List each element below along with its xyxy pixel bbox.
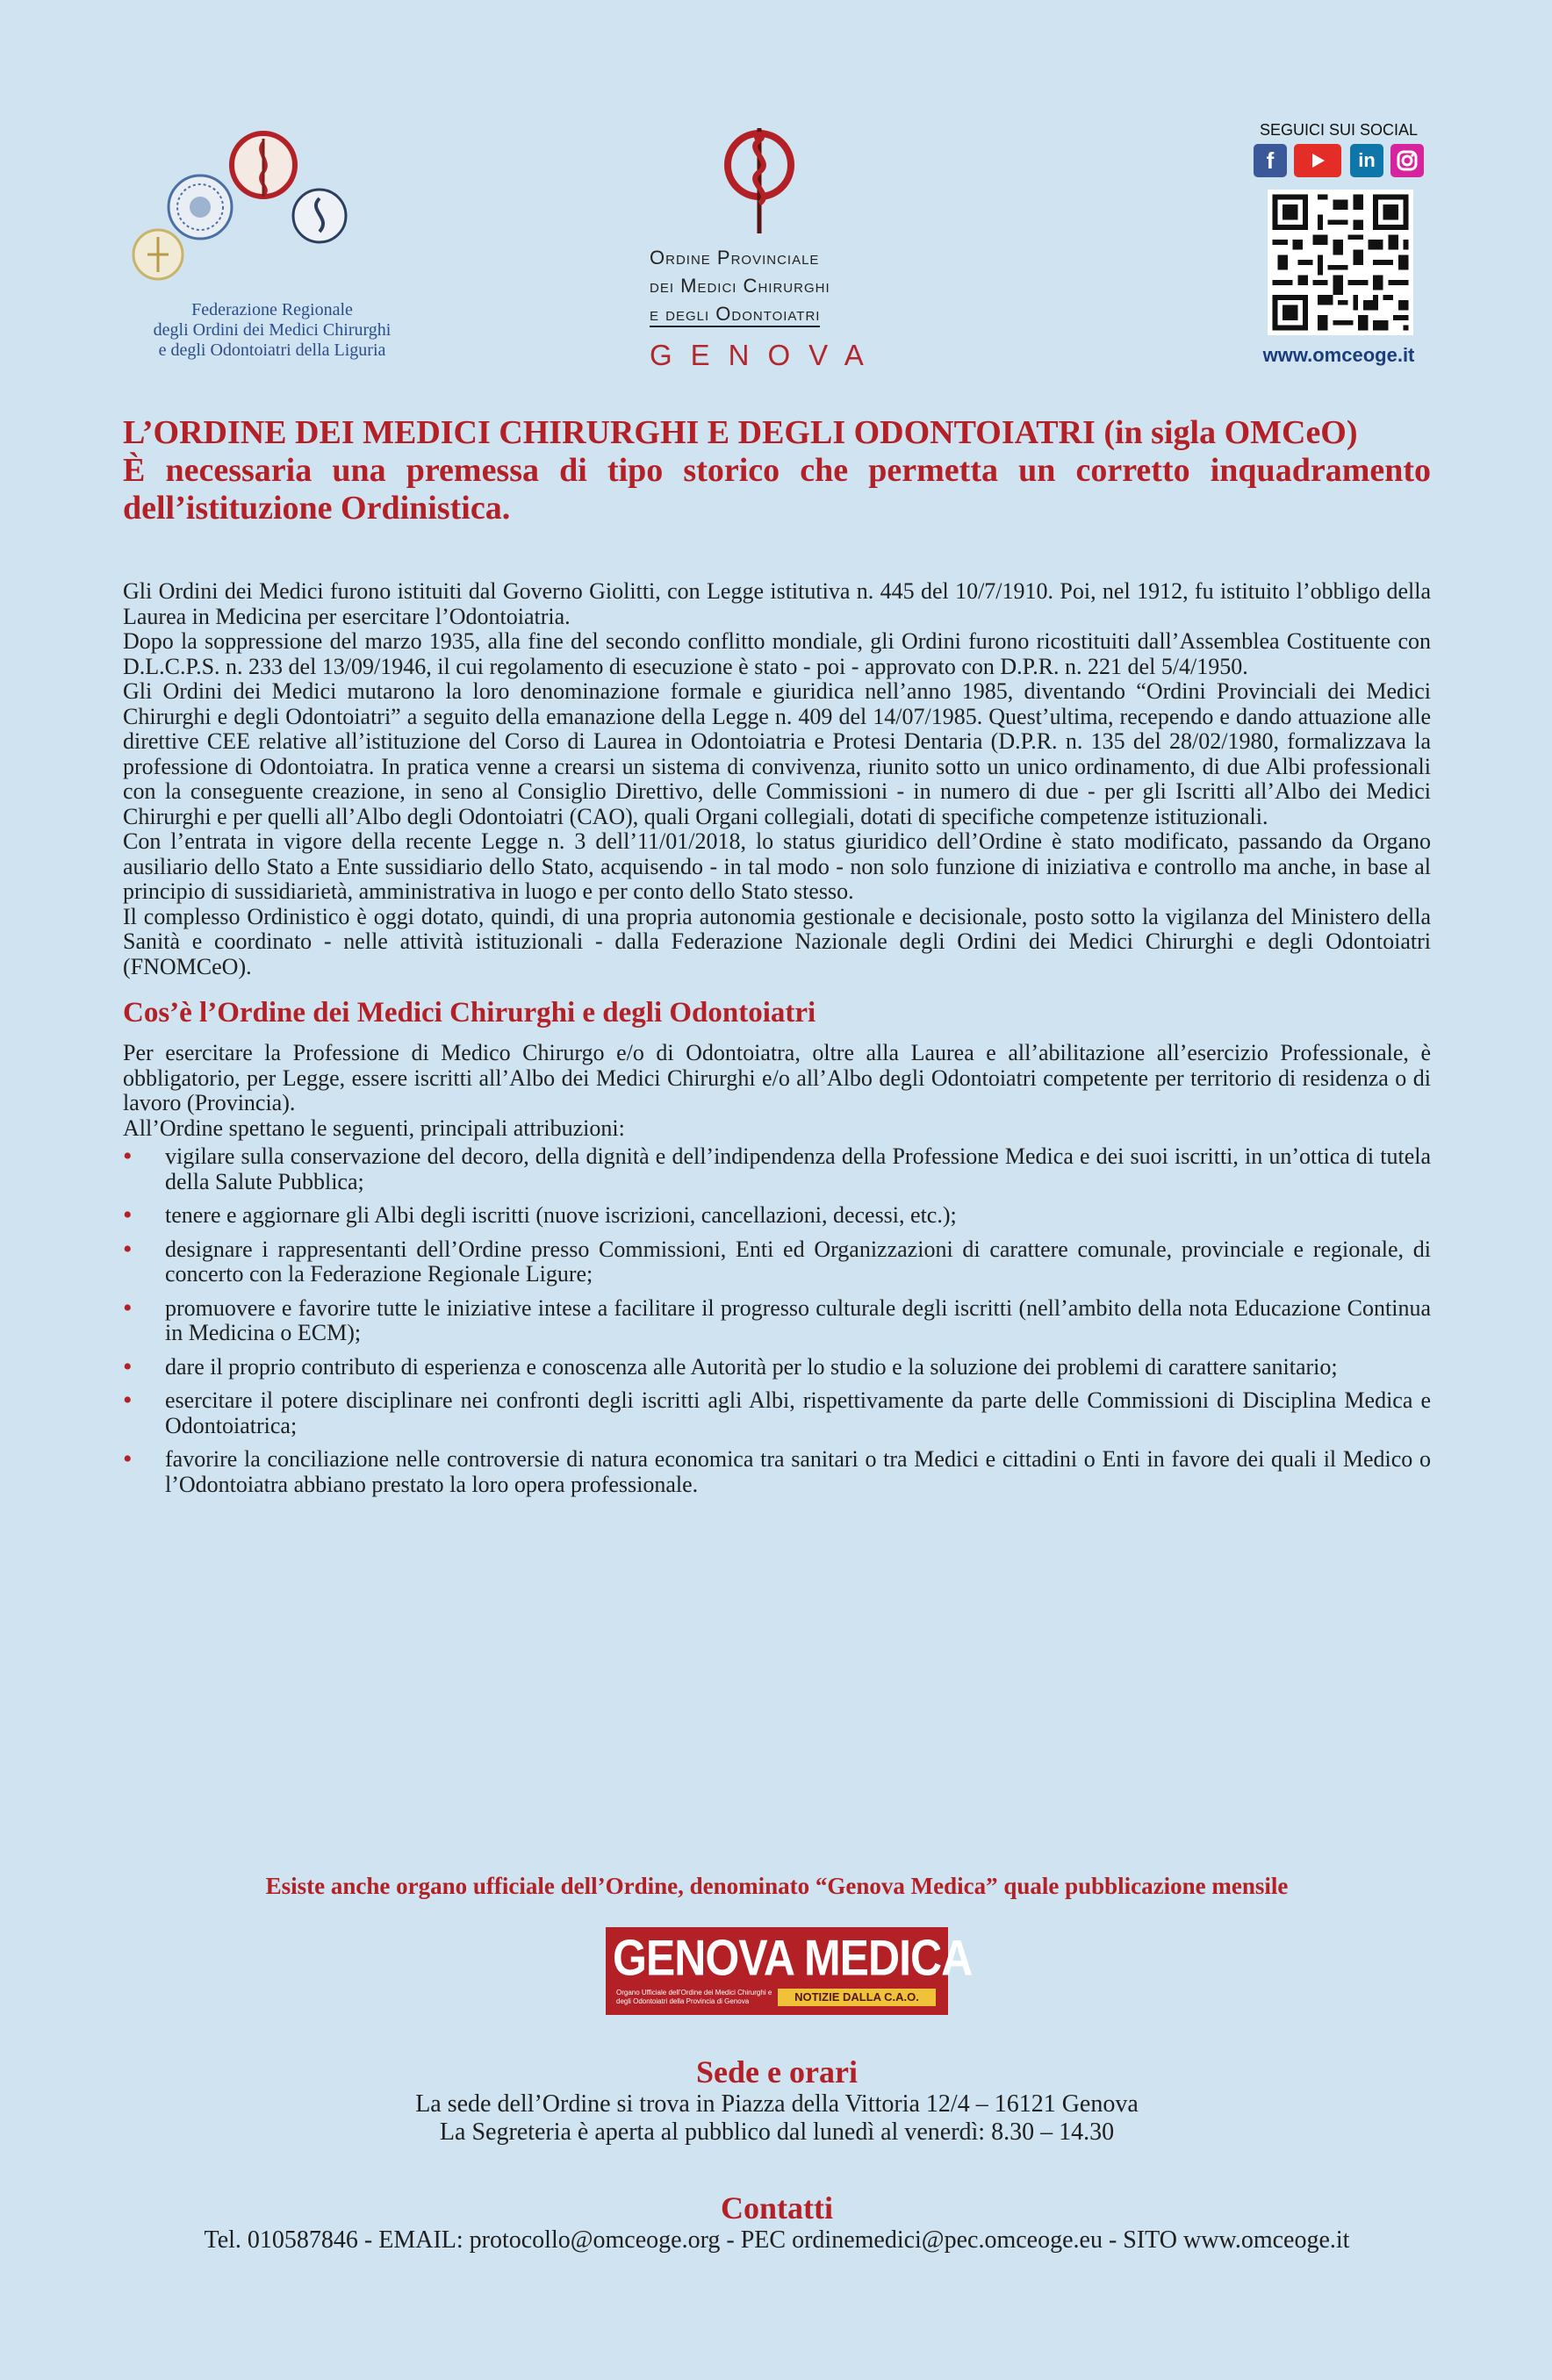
ordine-line-2: dei Medici Chirurghi	[650, 275, 830, 297]
list-item: • designare i rappresentanti dell’Ordine presso Commissioni, Enti ed Organizzazioni di carattere comunale, provinciale e regionale, di concerto con la Federazione Regionale Ligure;	[123, 1237, 1431, 1287]
federazione-line-3: e degli Odontoiatri della Liguria	[158, 341, 386, 360]
federazione-line-1: Federazione Regionale	[191, 300, 353, 319]
ordine-block	[632, 123, 887, 386]
sede-block	[123, 2054, 1431, 2147]
section-intro: Per esercitare la Professione di Medico Chirurgo e/o di Odontoiatra, oltre alla Laurea e all’abilitazione all’esercizio Professionale, è obbligatorio, per Legge, essere iscritti all’Albo dei Medici Chirurghi e/o all’Albo degli Odontoiatri competente per territorio di residenza o di lavoro (Provincia).	[123, 1040, 1431, 1115]
body-text	[123, 579, 1431, 1506]
ordine-line-3: e degli Odontoiatri	[650, 303, 820, 327]
facebook-icon[interactable]: f	[1254, 144, 1287, 177]
list-item: • dare il proprio contributo di esperienza e conoscenza alle Autorità per lo studio e la soluzione dei problemi di carattere sanitario;	[123, 1355, 1431, 1380]
section-lead: All’Ordine spettano le seguenti, principali attribuzioni:	[123, 1115, 625, 1141]
federazione-seals-logo	[132, 123, 413, 307]
federazione-line-2: degli Ordini dei Medici Chirurghi	[153, 320, 392, 340]
ordine-line-1: Ordine Provinciale	[650, 247, 820, 269]
sede-address: La sede dell’Ordine si trova in Piazza della Vittoria 12/4 – 16121 Genova	[415, 2090, 1139, 2118]
contatti-heading: Contatti	[721, 2190, 833, 2226]
social-block	[1247, 121, 1431, 376]
contatti-line[interactable]: Tel. 010587846 - EMAIL: protocollo@omceoge.org - PEC ordinemedici@pec.omceoge.eu - SITO www.omceoge.it	[204, 2226, 1350, 2254]
list-item: • tenere e aggiornare gli Albi degli iscritti (nuove iscrizioni, cancellazioni, decessi, etc.);	[123, 1203, 1431, 1229]
genova-medica-logo	[606, 1927, 973, 2015]
history-paragraph: Con l’entrata in vigore della recente Legge n. 3 dell’11/01/2018, lo status giuridico dell’Ordine è stato modificato, passando da Organo ausiliario dello Stato a Ente sussidiario dello Stato, acquisendo - in tal modo - non solo funzione di iniziativa e controllo ma anche, in base al principio di sussidiarietà, amministrativa in luogo e per conto dello Stato stesso.	[123, 828, 1431, 904]
genova-medica-wordmark: GENOVA MEDICA	[613, 1929, 973, 1987]
federazione-name	[123, 300, 421, 361]
history-paragraph: Gli Ordini dei Medici furono istituiti dal Governo Giolitti, con Legge istitutiva n. 445 del 10/7/1910. Poi, nel 1912, fu istituito l’obbligo della Laurea in Medicina per esercitare l’Odontoiatria.	[123, 578, 1431, 629]
list-item: • promuovere e favorire tutte le iniziative intese a facilitare il progresso culturale degli iscritti (nell’ambito della nota Educazione Continua in Medicina o ECM);	[123, 1296, 1431, 1346]
genova-medica-subtitle: Organo Ufficiale dell’Ordine dei Medici Chirurghi e degli Odontoiatri della Provincia di Genova	[616, 1989, 772, 2005]
title-line-1: L’ORDINE DEI MEDICI CHIRURGHI E DEGLI ODONTOIATRI (in sigla OMCeO)	[123, 414, 1358, 451]
qr-code[interactable]	[1268, 190, 1413, 335]
title-line-3: dell’istituzione Ordinistica.	[123, 490, 511, 527]
section-heading: Cos’è l’Ordine dei Medici Chirurghi e degli Odontoiatri	[123, 997, 816, 1029]
social-title: SEGUICI SUI SOCIAL	[1259, 121, 1419, 139]
federazione-block	[123, 114, 421, 377]
history-paragraph: Gli Ordini dei Medici mutarono la loro denominazione formale e giuridica nell’anno 1985, diventando “Ordini Provinciali dei Medici Chirurghi e degli Odontoiatri” a seguito della emanazione della Legge n. 409 del 14/07/1985. Quest’ultima, recependo e dando attuazione alle direttive CEE relative all’istituzione del Corso di Laurea in Odontoiatria e Protesi Dentaria (D.P.R. n. 135 del 28/02/1980, formalizzava la professione di Odontoiatra. In pratica venne a crearsi un sistema di convivenza, riunito sotto un unico ordinamento, di due Albi professionali con la conseguente creazione, in seno al Consiglio Direttivo, delle Commissioni - in numero di due - per gli Iscritti all’Albo dei Medici Chirurghi e per quelli all’Albo degli Odontoiatri (CAO), quali Organi collegiali, dotati di specifiche competenze istituzionali.	[123, 678, 1431, 829]
title-line-2: È necessaria una premessa di tipo storico che permetta un corretto inquadramento	[123, 452, 1431, 489]
history-paragraph: Il complesso Ordinistico è oggi dotato, quindi, di una propria autonomia gestionale e decisionale, posto sotto la vigilanza del Ministero della Sanità e coordinato - nelle attività istituzionali - dalla Federazione Nazionale degli Ordini dei Medici Chirurghi e degli Odontoiatri (FNOMCeO).	[123, 903, 1431, 979]
main-title	[123, 414, 1431, 527]
social-icons	[1254, 144, 1429, 177]
genova-medica-strip: NOTIZIE DALLA C.A.O.	[778, 1989, 936, 2006]
list-item: • vigilare sulla conservazione del decoro, della dignità e dell’indipendenza della Professione Medica e dei suoi iscritti, in un’ottica di tutela della Salute Pubblica;	[123, 1144, 1431, 1194]
attributions-list	[123, 1144, 1431, 1497]
history-paragraph: Dopo la soppressione del marzo 1935, alla fine del secondo conflitto mondiale, gli Ordini furono ricostituiti dall’Assemblea Costituente con D.L.C.P.S. n. 233 del 13/09/1946, il cui regolamento di esecuzione è stato - poi - approvato con D.P.R. n. 221 del 5/4/1950.	[123, 628, 1431, 679]
ordine-emblem-logo	[720, 123, 799, 237]
official-publication-note: Esiste anche organo ufficiale dell’Ordine, denominato “Genova Medica” quale pubblicazione mensile	[265, 1873, 1289, 1899]
youtube-icon[interactable]	[1294, 144, 1341, 177]
ordine-name	[650, 244, 887, 328]
sede-heading: Sede e orari	[696, 2054, 858, 2090]
instagram-icon[interactable]	[1390, 144, 1424, 177]
linkedin-icon[interactable]: in	[1350, 144, 1383, 177]
list-item: • esercitare il potere disciplinare nei confronti degli iscritti agli Albi, rispettivamente da parte delle Commissioni di Disciplina Medica e Odontoiatrica;	[123, 1388, 1431, 1438]
contatti-block	[123, 2190, 1431, 2255]
sede-hours: La Segreteria è aperta al pubblico dal lunedì al venerdì: 8.30 – 14.30	[439, 2118, 1115, 2146]
website-link[interactable]: www.omceoge.it	[1262, 344, 1415, 366]
list-item: • favorire la conciliazione nelle controversie di natura economica tra sanitari o tra Medici e cittadini o Enti in favore dei quali il Medico o l’Odontoiatra abbiano prestato la loro opera professionale.	[123, 1447, 1431, 1497]
ordine-city: GENOVA	[650, 339, 882, 371]
